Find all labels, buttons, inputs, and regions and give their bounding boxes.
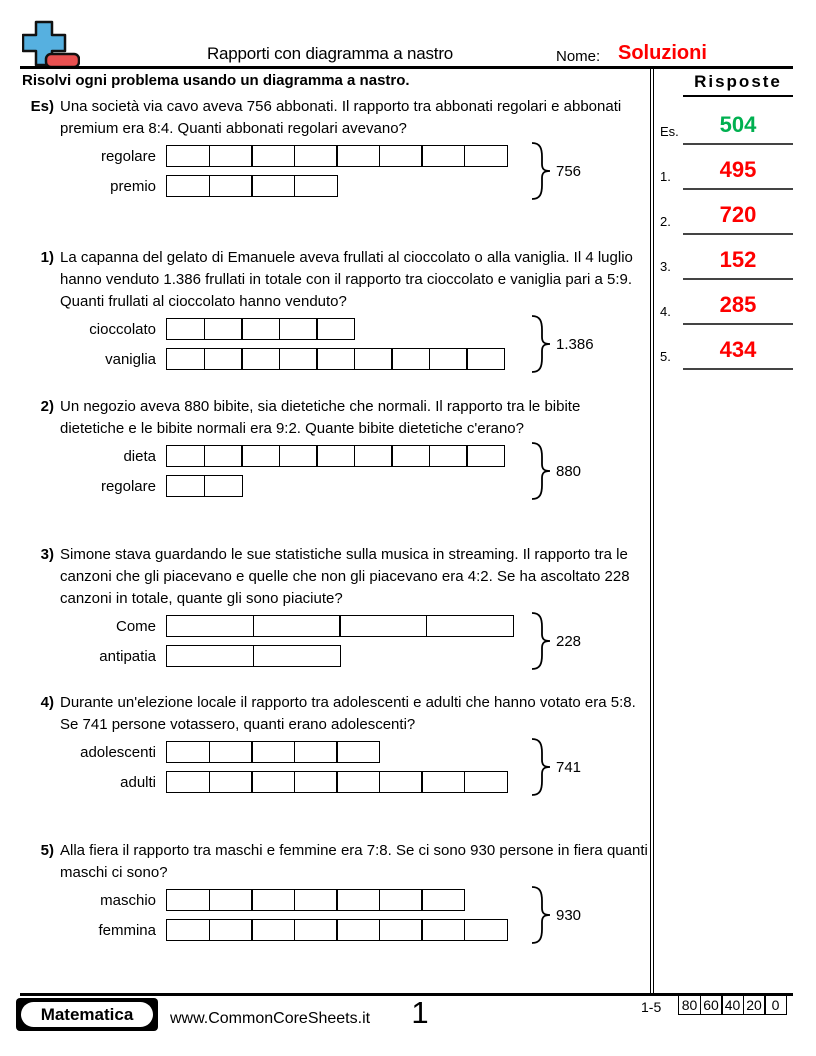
tape-row-label: adulti <box>120 773 156 791</box>
tape-cell <box>464 771 508 793</box>
answer-value: 152 <box>683 247 793 280</box>
tape-cell <box>279 445 318 467</box>
tape-cell <box>429 348 468 370</box>
tape-row-label: adolescenti <box>80 743 156 761</box>
tape-bar <box>166 445 505 467</box>
tape-cell <box>209 919 253 941</box>
tape-cell <box>464 919 508 941</box>
tape-row-label: cioccolato <box>89 320 156 338</box>
problem-text: Un negozio aveva 880 bibite, sia dietetiche che normali. Il rapporto tra le bibite dietetiche e le bibite normali era 9:2. Quante bibite dietetiche c'erano? <box>60 398 581 437</box>
brand-name: Matematica <box>21 1002 153 1027</box>
tape-cell <box>379 771 423 793</box>
tape-cell <box>204 318 243 340</box>
problem-es <box>24 96 644 197</box>
answers-divider <box>650 69 654 993</box>
problem-4 <box>24 692 644 793</box>
tape-cell <box>339 615 427 637</box>
score-cell: 40 <box>721 995 744 1015</box>
tape-cell <box>209 175 253 197</box>
score-range-label: 1-5 <box>641 999 662 1015</box>
tape-cell <box>166 771 210 793</box>
instructions: Risolvi ogni problema usando un diagramma a nastro. <box>22 72 410 89</box>
tape-cell <box>166 175 210 197</box>
tape-total: 880 <box>556 462 582 480</box>
tape-cell <box>279 348 318 370</box>
tape-cell <box>294 175 338 197</box>
answer-label: 4. <box>660 304 671 319</box>
tape-row-label: vaniglia <box>105 350 156 368</box>
tape-cell <box>166 615 254 637</box>
tape-cell <box>166 445 205 467</box>
tape-cell <box>421 919 465 941</box>
brace-icon <box>529 738 551 796</box>
tape-cell <box>336 145 380 167</box>
tape-total: 228 <box>556 632 582 650</box>
tape-total: 1.386 <box>556 335 594 353</box>
problem-text: La capanna del gelato di Emanuele aveva frullati al cioccolato o alla vaniglia. Il 4 luglio hanno venduto 1.386 frullati in totale con il rapporto tra cioccolato e vaniglia pari a 5:9. Quanti frullati al cioccolato hanno venduto? <box>60 249 633 310</box>
tape-bar <box>166 771 508 793</box>
answer-label: 1. <box>660 169 671 184</box>
tape-bar <box>166 889 465 911</box>
tape-cell <box>166 919 210 941</box>
tape-cell <box>294 741 338 763</box>
tape-cell <box>204 445 243 467</box>
tape-cell <box>251 741 295 763</box>
tape-total: 930 <box>556 906 582 924</box>
tape-cell <box>241 318 280 340</box>
tape-cell <box>166 475 205 497</box>
answer-label: Es. <box>660 124 679 139</box>
tape-cell <box>336 889 380 911</box>
tape-cell <box>209 889 253 911</box>
tape-bar <box>166 475 243 497</box>
tape-cell <box>166 889 210 911</box>
tape-cell <box>379 919 423 941</box>
tape-cell <box>209 741 253 763</box>
tape-cell <box>391 445 430 467</box>
tape-row-label: Come <box>115 617 156 635</box>
tape-total: 741 <box>556 758 582 776</box>
answer-value: 720 <box>683 202 793 235</box>
problem-number: 1) <box>40 249 54 266</box>
answer-value: 434 <box>683 337 793 370</box>
tape-cell <box>251 889 295 911</box>
tape-cell <box>166 318 205 340</box>
tape-bar <box>166 145 508 167</box>
problem-3 <box>24 544 644 667</box>
tape-diagram <box>24 741 644 793</box>
problem-number: 2) <box>40 398 54 415</box>
header-rule <box>20 66 793 69</box>
brace-icon <box>529 612 551 670</box>
tape-cell <box>279 318 318 340</box>
tape-cell <box>336 771 380 793</box>
brace-icon <box>529 315 551 373</box>
tape-cell <box>241 348 280 370</box>
tape-bar <box>166 615 514 637</box>
problem-number: 5) <box>40 842 54 859</box>
tape-bar <box>166 318 355 340</box>
tape-cell <box>421 889 465 911</box>
tape-diagram <box>24 889 644 941</box>
tape-cell <box>429 445 468 467</box>
tape-cell <box>354 348 393 370</box>
score-table <box>678 995 787 1015</box>
tape-cell <box>466 348 505 370</box>
tape-row-label: premio <box>110 177 156 195</box>
tape-cell <box>204 348 243 370</box>
tape-cell <box>354 445 393 467</box>
answer-label: 5. <box>660 349 671 364</box>
answer-label: 3. <box>660 259 671 274</box>
tape-bar <box>166 175 338 197</box>
score-cell: 80 <box>678 995 701 1015</box>
tape-cell <box>391 348 430 370</box>
page-title: Rapporti con diagramma a nastro <box>206 44 454 63</box>
answers-title: Risposte <box>683 72 793 97</box>
name-label: Nome: <box>556 48 601 65</box>
tape-cell <box>251 919 295 941</box>
brand-badge <box>16 998 158 1031</box>
name-value: Soluzioni <box>618 42 707 64</box>
answer-value: 504 <box>683 112 793 145</box>
score-cell: 60 <box>700 995 723 1015</box>
tape-total: 756 <box>556 162 582 180</box>
tape-bar <box>166 645 341 667</box>
tape-cell <box>316 348 355 370</box>
tape-cell <box>421 771 465 793</box>
problem-1 <box>24 247 644 370</box>
problem-text: Durante un'elezione locale il rapporto tra adolescenti e adulti che hanno votato era 5:8. Se 741 persone votassero, quanti erano adolescenti? <box>60 694 636 733</box>
tape-row-label: regolare <box>100 477 156 495</box>
tape-cell <box>316 445 355 467</box>
tape-bar <box>166 348 505 370</box>
brace-icon <box>529 886 551 944</box>
tape-diagram <box>24 445 644 497</box>
tape-cell <box>251 175 295 197</box>
tape-cell <box>241 445 280 467</box>
tape-cell <box>209 145 253 167</box>
problem-number: Es) <box>30 98 54 115</box>
tape-cell <box>209 771 253 793</box>
tape-cell <box>253 615 341 637</box>
score-cell: 20 <box>743 995 766 1015</box>
tape-cell <box>253 645 341 667</box>
tape-cell <box>294 771 338 793</box>
tape-cell <box>166 741 210 763</box>
tape-cell <box>166 145 210 167</box>
tape-cell <box>336 741 380 763</box>
problem-number: 4) <box>40 694 54 711</box>
problem-2 <box>24 396 644 497</box>
tape-row-label: dieta <box>123 447 156 465</box>
answer-value: 285 <box>683 292 793 325</box>
tape-row-label: regolare <box>100 147 156 165</box>
tape-cell <box>294 145 338 167</box>
tape-cell <box>294 889 338 911</box>
problem-number: 3) <box>40 546 54 563</box>
website-url: www.CommonCoreSheets.it <box>170 1010 371 1027</box>
tape-cell <box>251 771 295 793</box>
brace-icon <box>529 142 551 200</box>
problem-text: Una società via cavo aveva 756 abbonati. Il rapporto tra abbonati regolari e abbonati premium era 8:4. Quanti abbonati regolari avevano? <box>60 98 622 137</box>
answer-label: 2. <box>660 214 671 229</box>
tape-cell <box>466 445 505 467</box>
tape-bar <box>166 741 380 763</box>
brace-icon <box>529 442 551 500</box>
tape-row-label: antipatia <box>99 647 156 665</box>
commoncoresheets-logo-icon <box>22 20 80 70</box>
tape-cell <box>379 145 423 167</box>
tape-cell <box>316 318 355 340</box>
tape-row-label: maschio <box>100 891 156 909</box>
tape-cell <box>166 348 205 370</box>
tape-cell <box>421 145 465 167</box>
answer-value: 495 <box>683 157 793 190</box>
tape-cell <box>166 645 254 667</box>
tape-cell <box>251 145 295 167</box>
tape-cell <box>336 919 380 941</box>
tape-cell <box>464 145 508 167</box>
problem-text: Simone stava guardando le sue statistiche sulla musica in streaming. Il rapporto tra le canzoni che gli piacevano e quelle che non gli piacevano era 4:2. Se ha ascoltato 228 canzoni in totale, quante gli sono piaciute? <box>60 546 630 607</box>
tape-diagram <box>24 615 644 667</box>
tape-cell <box>204 475 243 497</box>
tape-cell <box>379 889 423 911</box>
page-number: 1 <box>411 995 429 1030</box>
problem-text: Alla fiera il rapporto tra maschi e femmine era 7:8. Se ci sono 930 persone in fiera quanti maschi ci sono? <box>60 842 648 881</box>
tape-cell <box>426 615 514 637</box>
tape-diagram <box>24 318 644 370</box>
tape-bar <box>166 919 508 941</box>
problem-5 <box>24 840 648 941</box>
tape-row-label: femmina <box>98 921 156 939</box>
score-cell: 0 <box>764 995 787 1015</box>
tape-diagram <box>24 145 644 197</box>
tape-cell <box>294 919 338 941</box>
